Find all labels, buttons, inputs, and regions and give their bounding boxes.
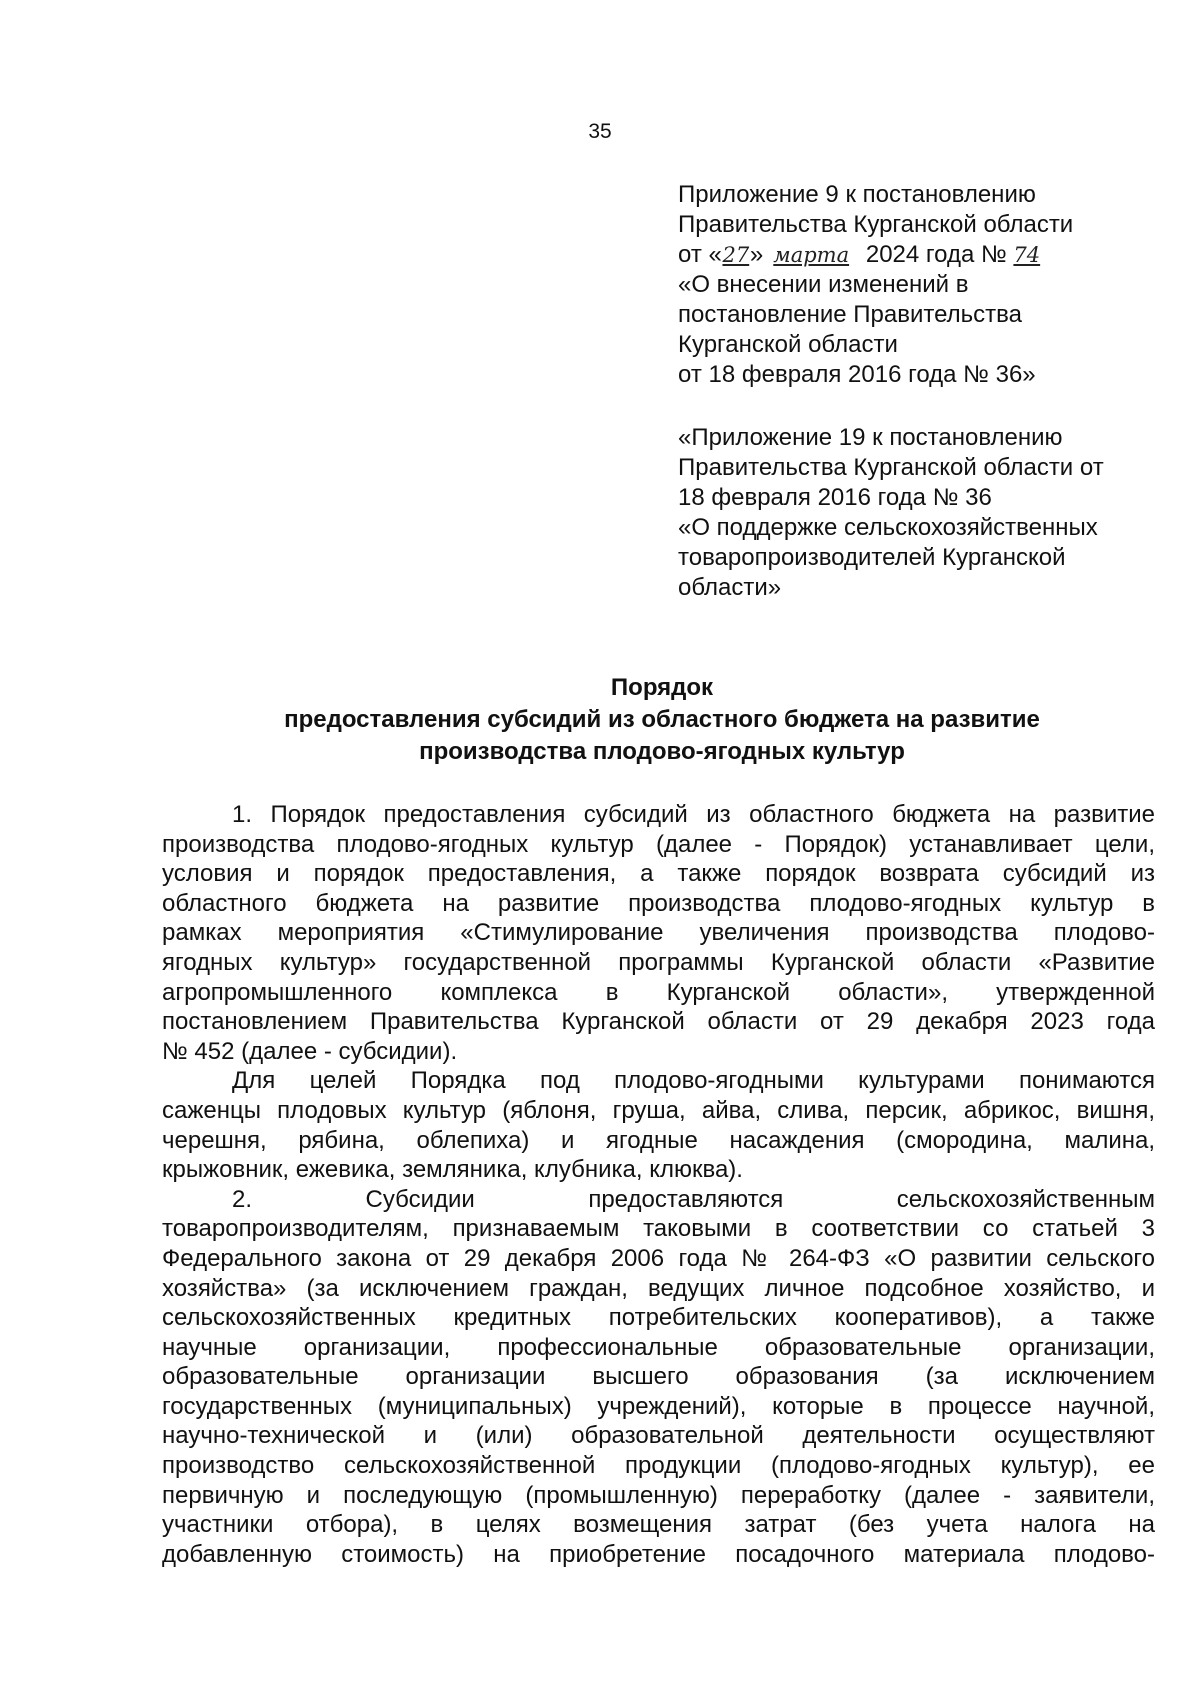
body-line: участники отбора), в целях возмещения затрат (без учета налога на: [162, 1511, 1155, 1539]
body-line: № 452 (далее - субсидии).: [162, 1037, 458, 1065]
body-line: первичную и последующую (промышленную) переработку (далее - заявители,: [162, 1481, 1155, 1509]
handwritten-number: 74: [1013, 243, 1041, 267]
document-body: [162, 800, 1155, 1569]
body-line: агропромышленного комплекса в Курганской области», утвержденной: [162, 978, 1155, 1006]
annex-date-line: [678, 240, 1148, 270]
body-line: 1. Порядок предоставления субсидий из областного бюджета на развитие: [232, 801, 1155, 828]
handwritten-day: 27: [722, 243, 750, 267]
title-line: Порядок: [610, 674, 714, 701]
annex-line: «О внесении изменений в: [678, 271, 969, 298]
body-line: добавленную стоимость) на приобретение посадочного материала плодово-: [162, 1540, 1155, 1568]
annex-date-sep: »: [749, 241, 764, 268]
body-line: постановлением Правительства Курганской области от 29 декабря 2023 года: [162, 1008, 1155, 1036]
body-line: научные организации, профессиональные образовательные организации,: [162, 1333, 1155, 1361]
title-line: предоставления субсидий из областного бюджета на развитие: [284, 706, 1040, 733]
body-line: научно-технической и (или) образовательной деятельности осуществляют: [162, 1422, 1155, 1450]
annex-line: Курганской области: [678, 331, 898, 358]
body-line: Для целей Порядка под плодово-ягодными культурами понимаются: [232, 1067, 1155, 1095]
body-line: товаропроизводителям, признаваемым таковыми в соответствии со статьей 3: [162, 1215, 1155, 1243]
body-line: саженцы плодовых культур (яблоня, груша, айва, слива, персик, абрикос, вишня,: [162, 1096, 1155, 1124]
body-line: областного бюджета на развитие производства плодово-ягодных культур в: [162, 889, 1155, 917]
body-line: государственных (муниципальных) учреждений), которые в процессе научной,: [162, 1392, 1155, 1420]
title-line: производства плодово-ягодных культур: [419, 738, 905, 765]
annex-line: «Приложение 19 к постановлению: [678, 424, 1063, 451]
body-line: образовательные организации высшего образования (за исключением: [162, 1363, 1155, 1391]
annex-line: Правительства Курганской области: [678, 211, 1074, 238]
annex-header-previous: [678, 423, 1148, 603]
body-line: 2. Субсидии предоставляются сельскохозяйственным: [232, 1185, 1155, 1213]
body-line: сельскохозяйственных кредитных потребительских кооперативов), а также: [162, 1304, 1155, 1332]
body-line: условия и порядок предоставления, а также порядок возврата субсидий из: [162, 860, 1155, 888]
annex-line: Правительства Курганской области от: [678, 454, 1104, 481]
body-line: крыжовник, ежевика, земляника, клубника, клюква).: [162, 1156, 743, 1184]
handwritten-month: марта: [773, 243, 850, 267]
annex-line: области»: [678, 574, 782, 601]
body-line: ягодных культур» государственной программы Курганской области «Развитие: [162, 948, 1155, 976]
body-line: производство сельскохозяйственной продукции (плодово-ягодных культур), ее: [162, 1452, 1155, 1480]
body-line: производства плодово-ягодных культур (далее - Порядок) устанавливает цели,: [162, 830, 1155, 858]
body-line: черешня, рябина, облепиха) и ягодные насаждения (смородина, малина,: [162, 1126, 1155, 1154]
annex-line: «О поддержке сельскохозяйственных: [678, 514, 1098, 541]
annex-line: 18 февраля 2016 года № 36: [678, 484, 992, 511]
annex-line: постановление Правительства: [678, 301, 1022, 328]
page-number: 35: [588, 120, 612, 143]
annex-line: товаропроизводителей Курганской: [678, 544, 1066, 571]
body-line: рамках мероприятия «Стимулирование увеличения производства плодово-: [162, 919, 1155, 947]
annex-date-year: 2024 года №: [859, 241, 1014, 268]
annex-header-current: [678, 180, 1148, 390]
annex-date-prefix: от «: [678, 241, 722, 268]
body-line: Федерального закона от 29 декабря 2006 года № 264-ФЗ «О развитии сельского: [162, 1244, 1155, 1272]
body-line: хозяйства» (за исключением граждан, ведущих личное подсобное хозяйство, и: [162, 1274, 1155, 1302]
annex-line: Приложение 9 к постановлению: [678, 181, 1036, 208]
annex-line: от 18 февраля 2016 года № 36»: [678, 361, 1036, 388]
